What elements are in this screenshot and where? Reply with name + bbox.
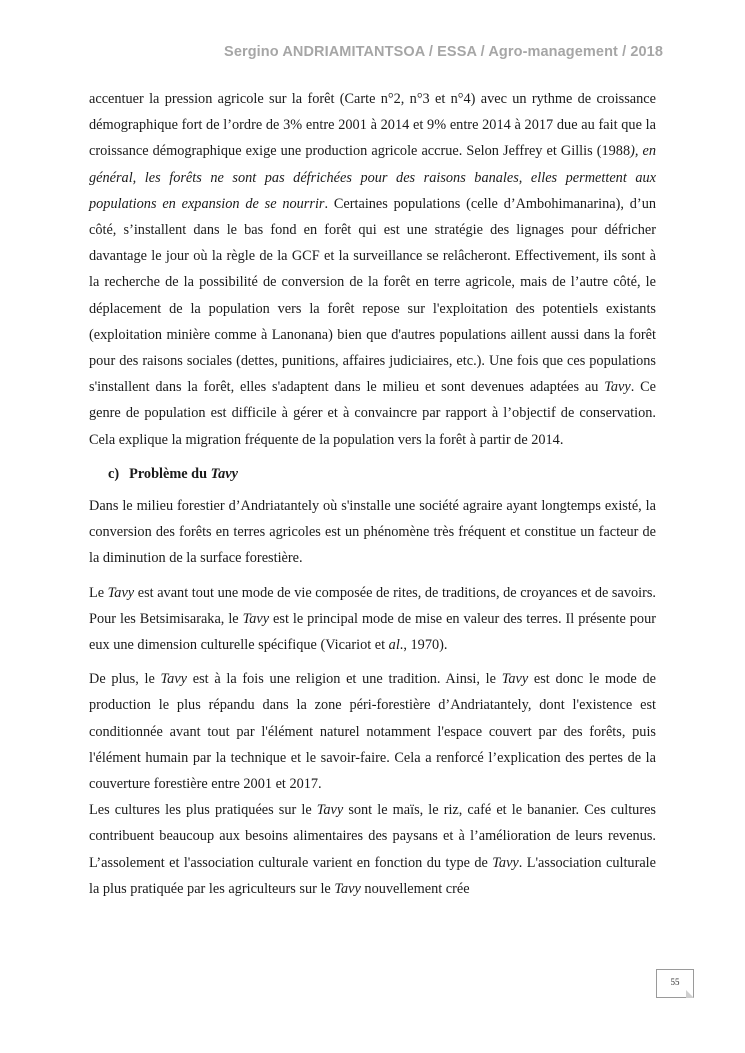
term-tavy: Tavy [160, 671, 188, 688]
term-tavy: Tavy [604, 379, 631, 396]
citation-al: al [388, 637, 400, 654]
paragraph-tavy-definition [89, 580, 656, 659]
text-run: Les cultures les plus pratiquées sur le [89, 802, 317, 819]
page-body [89, 86, 656, 902]
section-title: Problème du [129, 465, 211, 482]
term-tavy: Tavy [316, 802, 344, 819]
italic-quote: ), en général, les forêts ne sont pas défrichées pour des raisons banales, elles permettent aux populations en expansion de se nourrir [89, 143, 656, 212]
text-run: ., 1970). [399, 637, 448, 654]
text-run: accentuer la pression agricole sur la forêt (Carte n°2, n°3 et n°4) avec un rythme de croissance démographique fort de l’ordre de 3% entre 2001 à 2014 et 9% entre 2014 à 2017 due au fait que la croissance démographique exige une production agricole accrue. Selon Jeffrey et Gillis (1988 [89, 91, 656, 160]
text-run: . L'association culturale la plus pratiquée par les agriculteurs sur le [89, 854, 656, 897]
term-tavy: Tavy [242, 610, 270, 627]
term-tavy: Tavy [334, 880, 361, 897]
text-run: est donc le mode de production le plus répandu dans la zone péri-forestière d’Andriatantely, dont l'existence est conditionnée avant tout par l'élément naturel notamment l'espace couvert par des forêts, puis l'élément humain par la technique et le savoir-faire. Cela a renforcé l’explication des pertes de la couverture forestière entre 2001 et 2017. [89, 671, 656, 793]
term-tavy: Tavy [210, 465, 238, 482]
paragraph-forest-conversion: Dans le milieu forestier d’Andriatantely où s'installe une société agraire ayant longtemps existé, la conversion des forêts en terres agricoles est un phénomène très fréquent et constitue un facteur de la diminution de la surface forestière. [89, 498, 656, 567]
term-tavy: Tavy [501, 671, 529, 688]
text-run: est à la fois une religion et une tradition. Ainsi, le [187, 671, 502, 688]
text-run: nouvellement crée [360, 880, 470, 897]
page-curl-decoration [686, 990, 694, 998]
term-tavy: Tavy [107, 584, 135, 601]
section-label: c) [108, 465, 120, 482]
term-tavy: Tavy [492, 854, 519, 871]
text-run: . Certaines populations (celle d’Ambohimanarina), d’un côté, s’installent dans le bas fond en forêt qui est une stratégie des lignages pour défricher davantage le jour où la règle de la GCF et la surveillance se relâcheront. Effectivement, ils sont à la recherche de la possibilité de conversion de la forêt en terre agricole, mais de l’autre côté, le déplacement de la population vers la forêt repose sur l'exploitation des potentiels existants (exploitation minière comme à Lanonana) bien que d'autres populations aillent aussi dans la forêt pour des raisons sociales (dettes, punitions, affaires judiciaires, etc.). Une fois que ces populations s'installent dans la forêt, elles s'adaptent dans le milieu et sont devenues adaptées au [89, 195, 656, 396]
text-run: . Ce genre de population est difficile à gérer et à convaincre par rapport à l’objectif de conservation. Cela explique la migration fréquente de la population vers la forêt à partir de 2014. [89, 379, 656, 448]
paragraph-tavy-cultures [89, 797, 656, 902]
running-header: Sergino ANDRIAMITANTSOA / ESSA / Agro-management / 2018 [224, 44, 663, 60]
text-run: est le principal mode de mise en valeur des terres. Il présente pour eux une dimension culturelle spécifique (Vicariot et [89, 610, 656, 654]
text-run: Le [89, 584, 108, 601]
text-run: est avant tout une mode de vie composée de rites, de traditions, de croyances et de savoirs. Pour les Betsimisaraka, le [89, 584, 657, 627]
page-number: 55 [670, 977, 680, 987]
page-number-box [656, 969, 694, 998]
paragraph-tavy-religion [89, 666, 656, 797]
paragraph-population-pressure [89, 86, 656, 453]
text-run: De plus, le [89, 671, 161, 688]
section-heading [108, 461, 656, 487]
text-run: sont le maïs, le riz, café et le bananier. Ces cultures contribuent beaucoup aux besoins alimentaires des paysans et à l’amélioration de leurs revenus. L’assolement et l'association culturale varient en fonction du type de [89, 802, 656, 871]
